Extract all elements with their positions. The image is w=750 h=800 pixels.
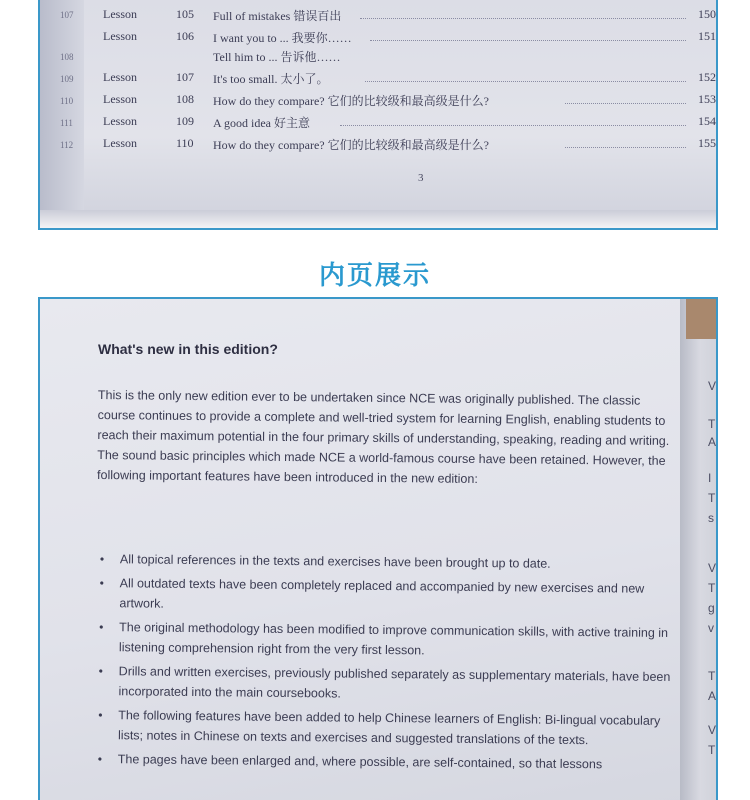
side-number: 110 [60, 96, 74, 106]
side-number: 107 [60, 10, 74, 20]
page-heading: What's new in this edition? [98, 341, 278, 357]
bullet-icon: • [97, 752, 103, 767]
toc-row [100, 46, 718, 66]
toc-photo [38, 0, 718, 230]
toc-lesson-label: Lesson [103, 92, 137, 106]
toc-lesson-number: 105 [176, 7, 194, 21]
toc-page-number: 154 [698, 114, 716, 128]
facing-page-fragment: V [708, 379, 717, 393]
facing-page-fragment: A [708, 689, 717, 703]
toc-lesson-title: How do they compare? 它们的比较级和最高级是什么? [213, 138, 489, 152]
feature-item [96, 749, 676, 775]
feature-item [96, 661, 676, 707]
bullet-icon: • [98, 708, 103, 723]
facing-page [680, 299, 718, 800]
feature-text: Drills and written exercises, previously published separately as supplementary materials, have been incorporated into the main coursebooks. [118, 664, 671, 701]
feature-text: All outdated texts have been completely replaced and accompanied by new exercises and new artwork. [119, 576, 645, 611]
feature-text: The pages have been enlarged and, where possible, are self-contained, so that lessons [117, 752, 603, 772]
toc-lesson-label: Lesson [103, 29, 137, 43]
facing-page-fragment: v [708, 621, 714, 635]
facing-page-fragment: I [708, 471, 712, 485]
toc-lesson-number: 106 [176, 29, 194, 43]
facing-page-fragment: V [708, 723, 717, 737]
side-number: 112 [60, 140, 74, 150]
toc-leader-dots [565, 103, 686, 104]
side-number: 108 [60, 52, 74, 62]
toc-lesson-title: Full of mistakes 错误百出 [213, 9, 342, 23]
toc-lesson-number: 110 [176, 136, 194, 150]
toc-leader-dots [365, 81, 686, 82]
toc-row [100, 5, 718, 25]
feature-text: All topical references in the texts and exercises have been brought up to date. [119, 552, 551, 571]
toc-lesson-number: 108 [176, 92, 194, 106]
toc-leader-dots [370, 40, 686, 41]
facing-page-fragment: T [708, 743, 716, 757]
feature-item [96, 705, 676, 751]
toc-lesson-title: I want you to ... 我要你…… [213, 31, 352, 45]
toc-lesson-label: Lesson [103, 114, 137, 128]
toc-lesson-title: A good idea 好主意 [213, 116, 310, 130]
feature-text: The original methodology has been modified to improve communication skills, with active training in listening comprehension right from the very first lesson. [118, 620, 669, 658]
toc-row [100, 90, 718, 110]
inner-page-photo [38, 297, 718, 800]
toc-leader-dots [360, 18, 686, 19]
side-number: 109 [60, 74, 74, 84]
toc-page-number: 153 [698, 92, 716, 106]
toc-lesson-number: 107 [176, 70, 194, 84]
facing-page-fragment: T [708, 491, 716, 505]
toc-row [100, 134, 718, 154]
toc-leader-dots [340, 125, 686, 126]
bullet-icon: • [98, 664, 103, 679]
feature-item [97, 573, 677, 619]
facing-page-fragment: g [708, 601, 715, 615]
bullet-icon: • [99, 620, 104, 635]
facing-page-fragment: T [708, 417, 716, 431]
intro-paragraph [97, 385, 678, 491]
feature-item [97, 617, 677, 663]
toc-lesson-title: Tell him to ... 告诉他…… [213, 50, 341, 64]
feature-list [96, 549, 678, 779]
side-number: 111 [60, 118, 73, 128]
feature-item [98, 549, 678, 575]
page-edge [40, 210, 716, 228]
section-caption: 内页展示 [318, 261, 431, 291]
toc-lesson-label: Lesson [103, 7, 137, 21]
toc-leader-dots [565, 147, 686, 148]
facing-page-fragment: T [708, 581, 716, 595]
bullet-icon: • [99, 576, 104, 591]
toc-row [100, 27, 718, 47]
table-surface [686, 299, 718, 339]
facing-page-fragment: s [708, 511, 714, 525]
toc-page-number: 151 [698, 29, 716, 43]
toc-page-footer-number: 3 [418, 172, 424, 184]
facing-page-fragment: T [708, 669, 716, 683]
toc-lesson-title: It's too small. 太小了。 [213, 72, 329, 86]
toc-row [100, 112, 718, 132]
toc-page-number: 155 [698, 136, 716, 150]
toc-lesson-number: 109 [176, 114, 194, 128]
toc-row [100, 68, 718, 88]
feature-text: The following features have been added to help Chinese learners of English: Bi-lingual vocabulary lists; notes in Chinese on texts and exercises and suggested translations of the texts. [117, 708, 661, 748]
bullet-icon: • [99, 552, 105, 567]
toc-page-number: 152 [698, 70, 716, 84]
facing-page-fragment: A [708, 435, 717, 449]
toc-lesson-label: Lesson [103, 70, 137, 84]
toc-lesson-label: Lesson [103, 136, 137, 150]
facing-page-fragment: V [708, 561, 717, 575]
toc-page-number: 150 [698, 7, 716, 21]
intro-text: This is the only new edition ever to be undertaken since NCE was originally published. The classic course continues to provide a complete and well-tried system for learning English, enabling students to reach their maximum potential in the four primary skills of understanding, speaking, reading and writing. The sound basic principles which made NCE a world-famous course have been retained. However, the following important features have been introduced in the new edition: [96, 387, 670, 486]
book-fold [40, 0, 84, 230]
toc-lesson-title: How do they compare? 它们的比较级和最高级是什么? [213, 94, 489, 108]
